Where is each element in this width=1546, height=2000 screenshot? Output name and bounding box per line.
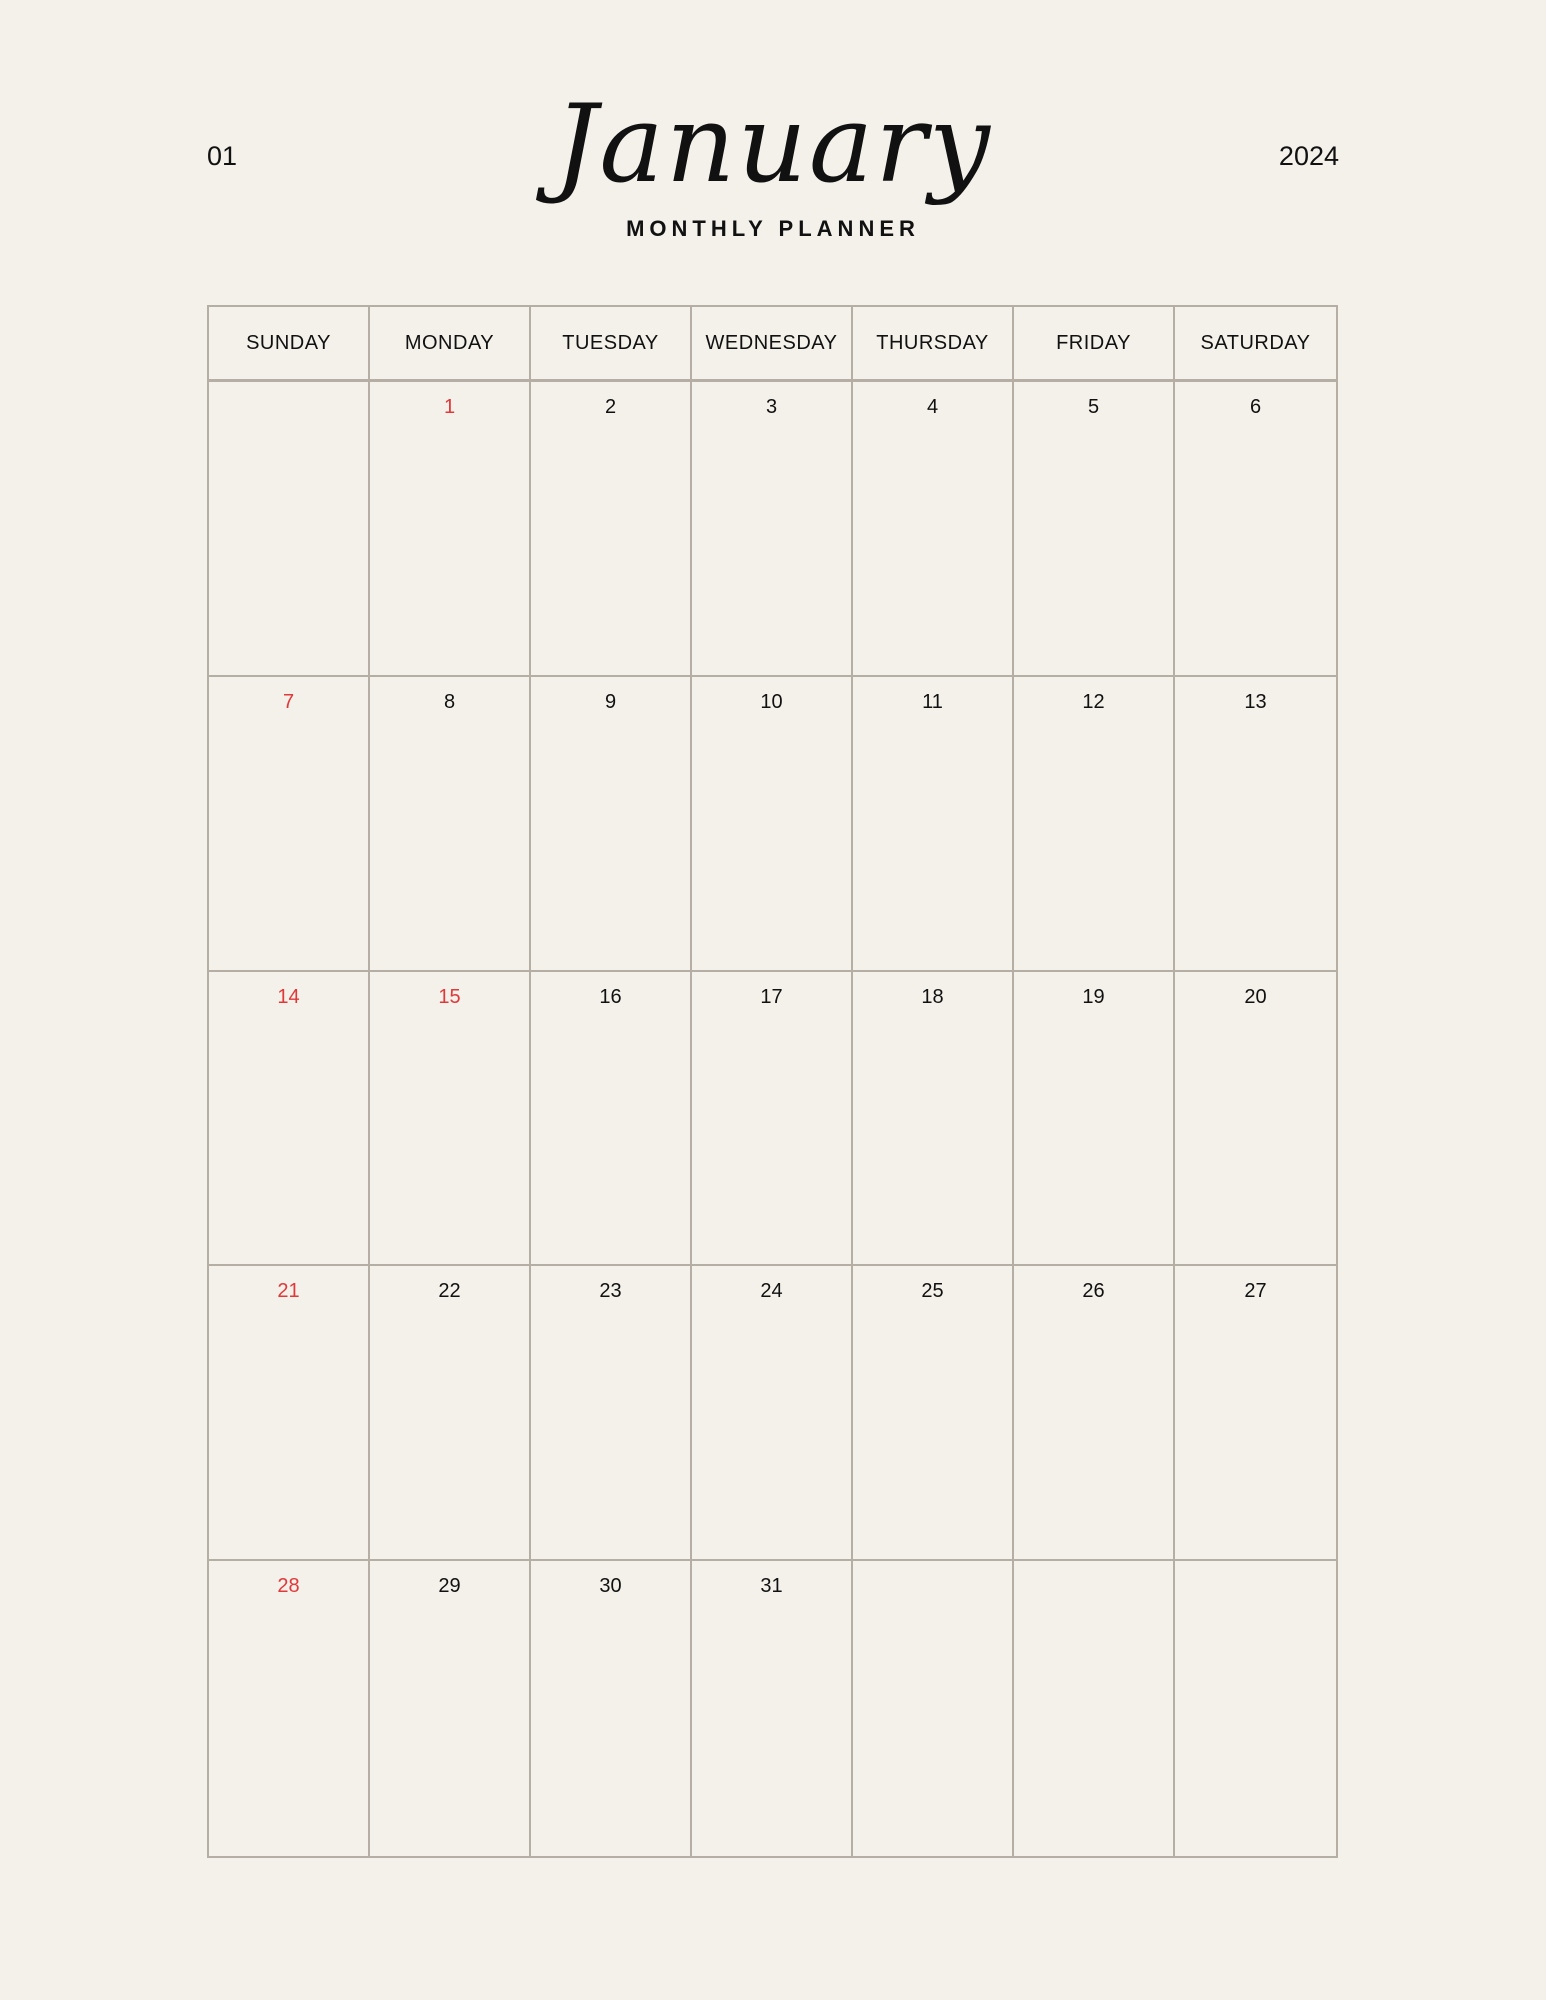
day-cell[interactable] (1175, 1561, 1336, 1856)
day-number: 13 (1244, 690, 1267, 713)
day-cell[interactable] (370, 1561, 531, 1856)
day-number: 12 (1082, 690, 1105, 713)
weekday-header-row (209, 307, 1336, 382)
day-cell[interactable] (531, 382, 692, 677)
day-cell[interactable] (692, 1266, 853, 1561)
day-cell[interactable] (209, 1266, 370, 1561)
day-number: 31 (760, 1575, 783, 1598)
day-cell[interactable] (853, 1266, 1014, 1561)
day-number: 28 (277, 1575, 300, 1598)
day-number: 20 (1244, 985, 1267, 1008)
month-title: January (554, 82, 992, 207)
day-number: 9 (604, 690, 617, 713)
day-cell[interactable] (1014, 1266, 1175, 1561)
day-number: 14 (277, 985, 300, 1008)
day-cell[interactable] (853, 382, 1014, 677)
weekday-header: WEDNESDAY (692, 307, 853, 379)
day-cell[interactable] (1014, 972, 1175, 1267)
day-cell[interactable] (370, 972, 531, 1267)
year: 2024 (1278, 141, 1339, 171)
day-number: 18 (921, 985, 944, 1008)
day-cell[interactable] (1014, 677, 1175, 972)
day-number: 8 (443, 690, 456, 713)
weekday-header: TUESDAY (531, 307, 692, 379)
day-cell[interactable] (692, 972, 853, 1267)
day-number: 25 (921, 1280, 944, 1303)
day-number: 26 (1082, 1280, 1105, 1303)
day-number: 3 (765, 396, 778, 418)
day-grid (209, 382, 1336, 1856)
day-cell[interactable] (853, 972, 1014, 1267)
day-cell[interactable] (209, 972, 370, 1267)
day-cell[interactable] (531, 677, 692, 972)
day-cell[interactable] (531, 972, 692, 1267)
weekday-header: SATURDAY (1200, 331, 1311, 354)
month-number: 01 (207, 141, 238, 171)
day-number: 16 (599, 985, 622, 1008)
day-number: 30 (599, 1575, 622, 1598)
day-number: 19 (1082, 985, 1105, 1008)
day-cell[interactable] (1014, 382, 1175, 677)
day-number: 1 (443, 396, 456, 418)
day-number: 11 (922, 690, 943, 713)
day-cell[interactable] (1175, 1266, 1336, 1561)
day-cell[interactable] (370, 677, 531, 972)
day-number: 27 (1244, 1280, 1267, 1303)
day-cell[interactable] (1175, 677, 1336, 972)
day-number: 29 (438, 1575, 461, 1598)
day-number: 22 (438, 1280, 461, 1303)
day-number: 4 (926, 396, 939, 418)
day-cell[interactable] (1175, 382, 1336, 677)
calendar-grid (207, 305, 1338, 1858)
day-cell[interactable] (1014, 1561, 1175, 1856)
planner-subtitle: MONTHLY PLANNER (626, 216, 920, 241)
day-cell[interactable] (531, 1561, 692, 1856)
day-number: 15 (438, 985, 461, 1008)
weekday-header: MONDAY (370, 307, 531, 379)
day-number: 7 (282, 690, 295, 713)
weekday-header: FRIDAY (1014, 307, 1175, 379)
day-cell[interactable] (209, 677, 370, 972)
day-cell[interactable] (209, 1561, 370, 1856)
day-cell[interactable] (209, 382, 370, 677)
day-cell[interactable] (853, 677, 1014, 972)
day-cell[interactable] (370, 382, 531, 677)
day-number: 10 (760, 690, 783, 713)
weekday-header: THURSDAY (853, 307, 1014, 379)
day-cell[interactable] (853, 1561, 1014, 1856)
day-number: 21 (277, 1280, 300, 1303)
day-cell[interactable] (531, 1266, 692, 1561)
day-number: 17 (760, 985, 783, 1008)
day-cell[interactable] (692, 382, 853, 677)
day-number: 2 (604, 396, 617, 418)
weekday-header: SUNDAY (209, 307, 370, 379)
day-cell[interactable] (692, 677, 853, 972)
day-number: 6 (1249, 396, 1262, 418)
day-number: 23 (599, 1280, 622, 1303)
day-cell[interactable] (370, 1266, 531, 1561)
day-number: 5 (1087, 396, 1100, 418)
day-cell[interactable] (692, 1561, 853, 1856)
day-cell[interactable] (1175, 972, 1336, 1267)
day-number: 24 (760, 1280, 783, 1303)
